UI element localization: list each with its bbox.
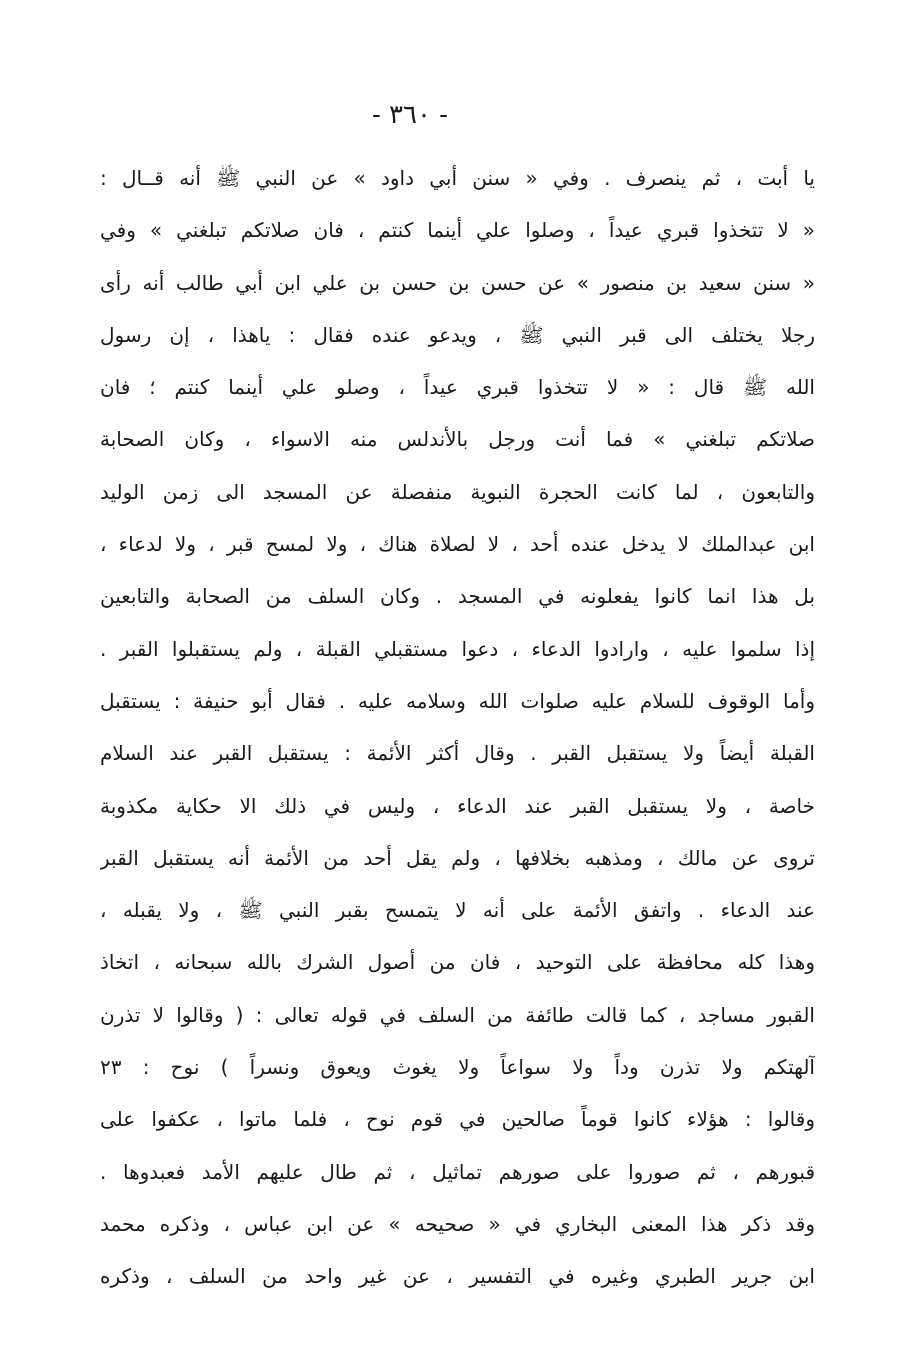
text-line: وقالوا : هؤلاء كانوا قوماً صالحين في قوم نوح ، فلما ماتوا ، عكفوا على (100, 1107, 815, 1132)
text-line: وهذا كله محافظة على التوحيد ، فان من أصول الشرك بالله سبحانه ، اتخاذ (100, 950, 815, 975)
text-line: ابن جرير الطبري وغيره في التفسير ، عن غير واحد من السلف ، وذكره (100, 1264, 815, 1289)
text-line: وقد ذكر هذا المعنى البخاري في « صحيحه » عن ابن عباس ، وذكره محمد (100, 1211, 815, 1236)
text-line: القبور مساجد ، كما قالت طائفة من السلف في قوله تعالى : ( وقالوا لا تذرن (100, 1002, 815, 1027)
text-line: « لا تتخذوا قبري عيداً ، وصلوا علي أينما كنتم ، فان صلاتكم تبلغني » وفي (100, 218, 815, 243)
text-line: إذا سلموا عليه ، وارادوا الدعاء ، دعوا مستقبلي القبلة ، ولم يستقبلوا القبر . (100, 636, 815, 661)
text-line: « سنن سعيد بن منصور » عن حسن بن حسن بن علي ابن أبي طالب أنه رأى (100, 270, 815, 295)
page-number: - ٣٦٠ - (371, 100, 449, 130)
text-line: آلهتكم ولا تذرن وداً ولا سواعاً ولا يغوث ويعوق ونسراً ) نوح : ٢٣ (100, 1055, 815, 1080)
text-line: عند الدعاء . واتفق الأئمة على أنه لا يتمسح بقبر النبي ﷺ ، ولا يقبله ، (100, 898, 815, 923)
text-line: وأما الوقوف للسلام عليه صلوات الله وسلامه عليه . فقال أبو حنيفة : يستقبل (100, 688, 815, 713)
text-line: ابن عبدالملك لا يدخل عنده أحد ، لا لصلاة هناك ، ولا لمسح قبر ، ولا لدعاء ، (100, 532, 815, 557)
text-line: بل هذا انما كانوا يفعلونه في المسجد . وكان السلف من الصحابة والتابعين (100, 584, 815, 609)
text-line: تروى عن مالك ، ومذهبه بخلافها ، ولم يقل أحد من الأئمة أنه يستقبل القبر (100, 845, 815, 870)
text-line: والتابعون ، لما كانت الحجرة النبوية منفصلة عن المسجد الى زمن الوليد (100, 479, 815, 504)
text-line: يا أبت ، ثم ينصرف . وفي « سنن أبي داود » عن النبي ﷺ أنه قــال : (100, 166, 815, 190)
text-line: القبلة أيضاً ولا يستقبل القبر . وقال أكثر الأئمة : يستقبل القبر عند السلام (100, 741, 815, 766)
text-line: رجلا يختلف الى قبر النبي ﷺ ، ويدعو عنده فقال : ياهذا ، إن رسول (100, 322, 815, 347)
text-line: قبورهم ، ثم صوروا على صورهم تماثيل ، ثم طال عليهم الأمد فعبدوها . (100, 1159, 815, 1184)
body-text (100, 152, 815, 1303)
text-line: خاصة ، ولا يستقبل القبر عند الدعاء ، وليس في ذلك الا حكاية مكذوبة (100, 793, 815, 818)
text-line: صلاتكم تبلغني » فما أنت ورجل بالأندلس منه الاسواء ، وكان الصحابة (100, 427, 815, 452)
text-line: الله ﷺ قال : « لا تتخذوا قبري عيداً ، وصلو علي أينما كنتم ؛ فان (100, 375, 815, 400)
